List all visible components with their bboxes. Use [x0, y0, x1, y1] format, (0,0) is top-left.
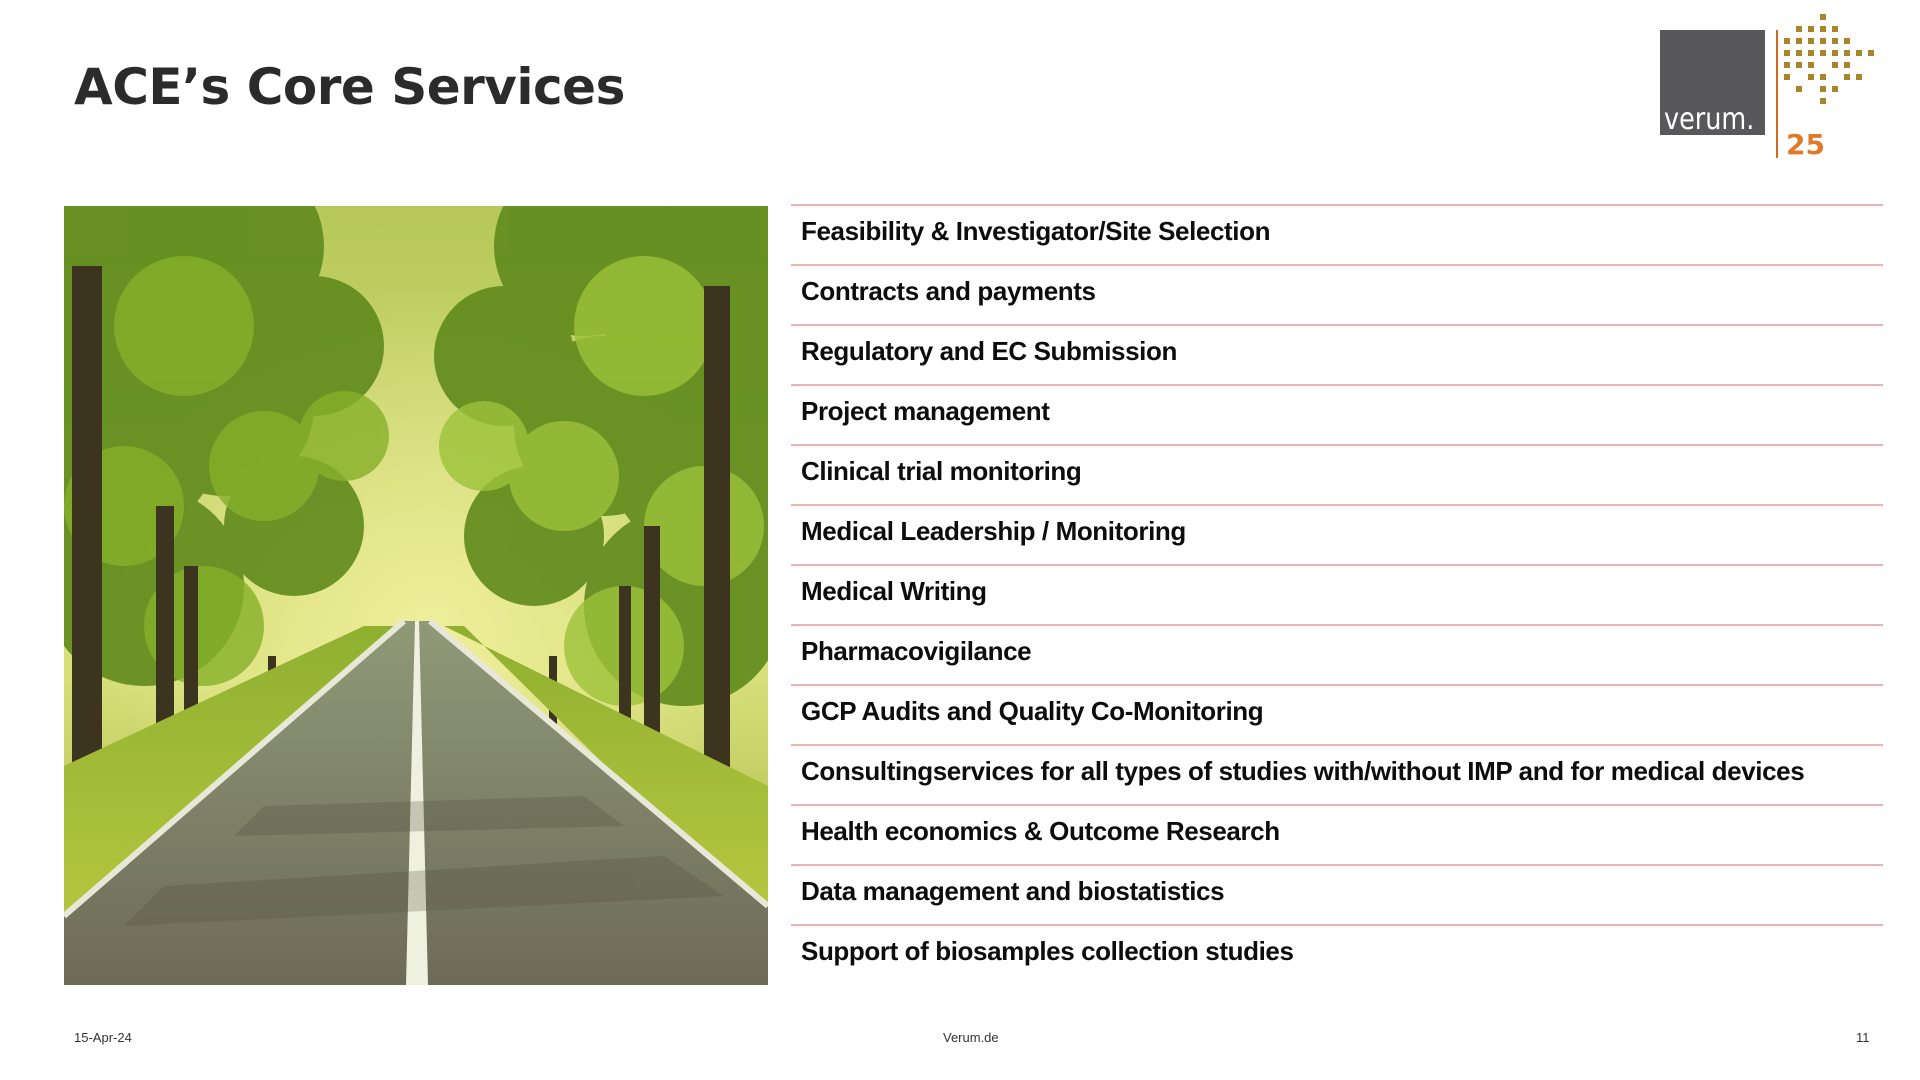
- service-label: Medical Leadership / Monitoring: [801, 515, 1186, 546]
- service-label: Consultingservices for all types of studies with/without IMP and for medical devices: [801, 755, 1805, 786]
- list-item: [791, 204, 1883, 264]
- logo-wordmark: verum.: [1664, 102, 1755, 137]
- service-label: GCP Audits and Quality Co-Monitoring: [801, 695, 1264, 726]
- list-item: [791, 384, 1883, 444]
- slide-title: ACE’s Core Services: [74, 58, 625, 116]
- service-label: Pharmacovigilance: [801, 635, 1032, 666]
- footer-site: Verum.de: [943, 1030, 999, 1045]
- service-label: Medical Writing: [801, 575, 987, 606]
- service-label: Project management: [801, 395, 1050, 426]
- service-label: Support of biosamples collection studies: [801, 935, 1294, 966]
- list-item: [791, 864, 1883, 924]
- list-item: [791, 324, 1883, 384]
- logo-anniversary-number: 25: [1786, 128, 1825, 161]
- road-photo-icon: [64, 206, 768, 985]
- tree-lined-road-photo: [64, 206, 768, 985]
- service-label: Regulatory and EC Submission: [801, 335, 1177, 366]
- logo-divider-line: [1776, 30, 1778, 158]
- list-item: [791, 444, 1883, 504]
- logo-box: [1660, 30, 1765, 135]
- list-item: [791, 804, 1883, 864]
- service-label: Feasibility & Investigator/Site Selection: [801, 215, 1271, 246]
- list-item: [791, 924, 1883, 984]
- list-item: [791, 264, 1883, 324]
- list-item: [791, 624, 1883, 684]
- list-item: [791, 504, 1883, 564]
- page-number: 11: [1856, 1030, 1870, 1045]
- service-label: Health economics & Outcome Research: [801, 815, 1280, 846]
- service-label: Clinical trial monitoring: [801, 455, 1082, 486]
- list-item: [791, 564, 1883, 624]
- service-label: Contracts and payments: [801, 275, 1096, 306]
- list-item: [791, 684, 1883, 744]
- logo-dots-icon: [1784, 12, 1890, 116]
- services-list: [791, 204, 1883, 984]
- list-item: [791, 744, 1883, 804]
- footer-date: 15-Apr-24: [74, 1030, 132, 1045]
- service-label: Data management and biostatistics: [801, 875, 1225, 906]
- verum-logo: [1660, 12, 1890, 162]
